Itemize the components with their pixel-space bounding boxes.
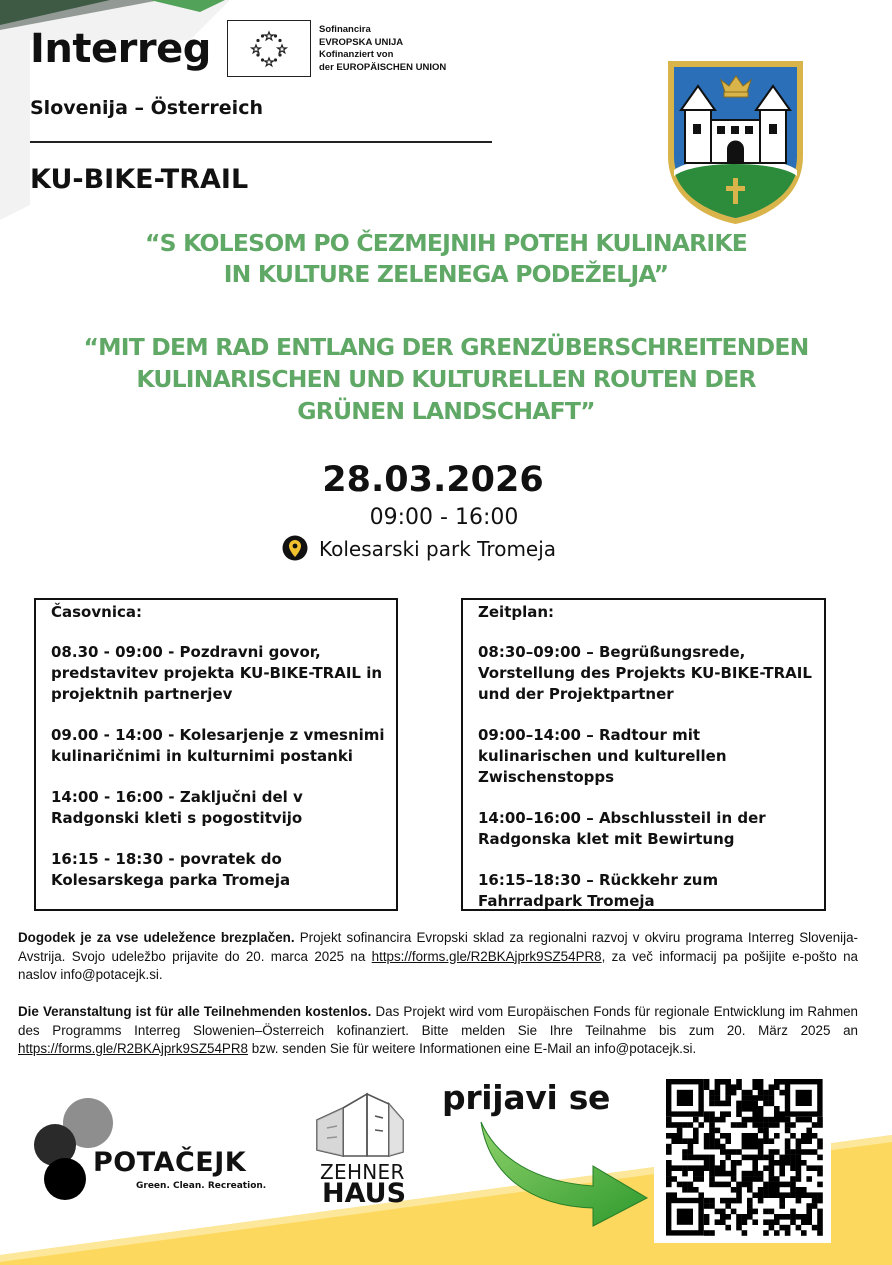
schedule-sl-entry: 09.00 - 14:00 - Kolesarjenje z vmesnimi kulinaričnimi in kulturnimi postanki xyxy=(51,726,385,765)
municipality-crest-icon xyxy=(665,58,806,226)
info-de-bold: Die Veranstaltung ist für alle Teilnehmenden kostenlos. xyxy=(18,1004,372,1019)
info-paragraph-slovenian xyxy=(18,929,858,985)
registration-link-de[interactable]: https://forms.gle/R2BKAjprk9SZ54PR8 xyxy=(18,1041,248,1056)
event-time: 09:00 - 16:00 xyxy=(369,505,519,530)
cofinance-de-2: der EUROPÄISCHEN UNION xyxy=(319,61,447,73)
info-paragraph-german xyxy=(18,1003,858,1059)
region-label: Slovenija – Österreich xyxy=(30,97,263,119)
schedule-sl-heading: Časovnica: xyxy=(51,603,142,621)
schedule-german xyxy=(461,598,826,911)
register-label: prijavi se xyxy=(442,1078,611,1117)
cofinance-sl-1: Sofinancira xyxy=(319,24,371,35)
info-sl-text1: Projekt sofinancira Evropski sklad za regionalni razvoj v okviru programa Interreg Slovenija-Avstrija. Svojo udeležbo prijavite do 20. marca 2025 na xyxy=(18,930,858,964)
cofinance-text xyxy=(319,24,446,74)
zehner-haus-logo-icon xyxy=(313,1090,405,1160)
location-pin-icon xyxy=(282,535,308,563)
event-date: 28.03.2026 xyxy=(322,460,544,500)
schedule-slovenian xyxy=(34,598,398,911)
schedule-de-entry: 08:30–09:00 – Begrüßungsrede, Vorstellung des Projekts KU-BIKE-TRAIL und der Projektpartner xyxy=(478,643,812,703)
schedule-sl-entry: 14:00 - 16:00 - Zaključni del v Radgonski kleti s pogostitvijo xyxy=(51,788,303,827)
title-slovenian xyxy=(40,228,852,290)
location-text: Kolesarski park Tromeja xyxy=(319,537,557,561)
project-title: KU-BIKE-TRAIL xyxy=(30,164,249,195)
interreg-logo: Interreg xyxy=(30,26,211,72)
header-divider xyxy=(30,141,492,143)
info-de-text2: bzw. senden Sie für weitere Informationen eine E-Mail an info@potacejk.si. xyxy=(247,1041,697,1056)
zehner-haus-line1: ZEHNER xyxy=(320,1160,405,1184)
registration-link-sl[interactable]: https://forms.gle/R2BKAjprk9SZ54PR8 xyxy=(371,948,602,964)
title-sl-line2: IN KULTURE ZELENEGA PODEŽELJA” xyxy=(223,260,669,288)
schedule-sl-entry: 08.30 - 09:00 - Pozdravni govor, predstavitev projekta KU-BIKE-TRAIL in projektnih partnerjev xyxy=(51,643,383,703)
schedule-de-heading: Zeitplan: xyxy=(478,603,555,621)
qr-code[interactable] xyxy=(654,1070,831,1243)
event-location xyxy=(282,534,556,564)
schedule-sl-entry: 16:15 - 18:30 - povratek do Kolesarskega parka Tromeja xyxy=(51,850,291,889)
schedule-de-entry: 14:00–16:00 – Abschlussteil in der Radgonska klet mit Bewirtung xyxy=(478,809,766,848)
cofinance-de-1: Kofinanziert von xyxy=(319,49,394,60)
potacejk-name: POTAČEJK xyxy=(93,1147,247,1178)
schedule-de-entry: 16:15–18:30 – Rückkehr zum Fahrradpark Tromeja xyxy=(478,871,719,910)
zehner-haus-line2: HAUS xyxy=(322,1178,407,1209)
info-sl-text2: , za več informacij pa pošijite e-pošto na naslov info@potacejk.si. xyxy=(18,948,858,982)
title-de-line2: KULINARISCHEN UND KULTURELLEN ROUTEN DER xyxy=(136,365,756,393)
potacejk-tagline: Green. Clean. Recreation. xyxy=(136,1181,267,1191)
arrow-right-icon xyxy=(475,1118,650,1228)
schedule-de-entry: 09:00–14:00 – Radtour mit kulinarischen und kulturellen Zwischenstopps xyxy=(478,726,727,786)
cofinance-sl-2: EVROPSKA UNIJA xyxy=(319,36,404,48)
info-sl-bold: Dogodek je za vse udeležence brezplačen. xyxy=(18,930,295,945)
info-de-text1: Das Projekt wird vom Europäischen Fonds für regionale Entwicklung im Rahmen des Programms Interreg Slowenien–Österreich kofinanziert. Bitte melden Sie Ihre Teilnahme bis zum 20. März 2025 an xyxy=(18,1004,859,1038)
title-de-line3: GRÜNEN LANDSCHAFT” xyxy=(297,397,595,425)
title-german xyxy=(40,331,852,427)
title-de-line1: “MIT DEM RAD ENTLANG DER GRENZÜBERSCHREITENDEN xyxy=(83,333,809,361)
title-sl-line1: “S KOLESOM PO ČEZMEJNIH POTEH KULINARIKE xyxy=(144,229,748,257)
eu-flag-icon xyxy=(227,20,311,77)
